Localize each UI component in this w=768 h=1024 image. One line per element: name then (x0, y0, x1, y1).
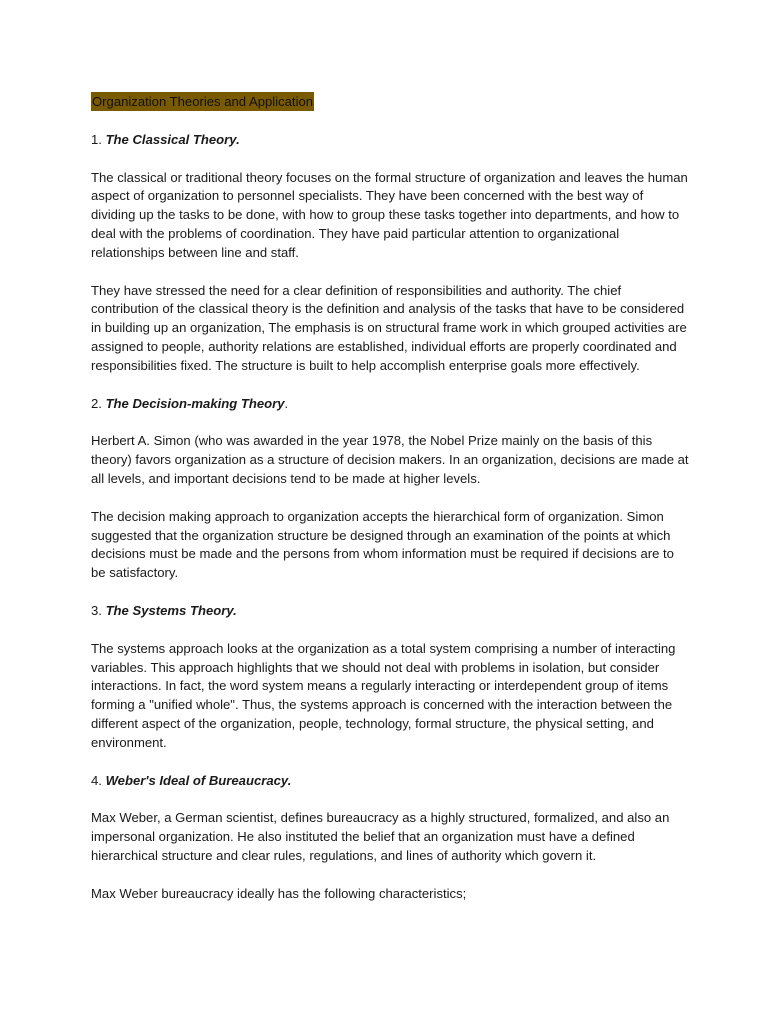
paragraph: The classical or traditional theory focuses on the formal structure of organization and leaves the human aspect of organization to personnel specialists. They have been concerned with the best way of dividing up the tasks to be done, with how to group these tasks together into departments, and how to deal with the problems of coordination. They have paid particular attention to organizational relationships between line and staff. (91, 169, 688, 260)
paragraph: Herbert A. Simon (who was awarded in the year 1978, the Nobel Prize mainly on the basis of this theory) favors organization as a structure of decision makers. In an organization, decisions are made at all levels, and important decisions tend to be made at higher levels. (91, 433, 689, 486)
section-number: 1. (91, 131, 106, 147)
section-heading (91, 131, 691, 150)
section-title: The Systems Theory. (105, 602, 237, 618)
section-heading (91, 395, 691, 414)
section-title-suffix: . (284, 395, 289, 411)
section-number: 3. (91, 602, 106, 618)
section-number: 2. (91, 395, 106, 411)
paragraph: The systems approach looks at the organization as a total system comprising a number of interacting variables. This approach highlights that we should not deal with problems in isolation, but consider interactions. In fact, the word system means a regularly interacting or interdependent group of items forming a "unified whole". Thus, the systems approach is concerned with the interaction between the different aspect of the organization, people, technology, formal structure, the physical setting, and environment. (91, 640, 676, 750)
paragraph: Max Weber, a German scientist, defines bureaucracy as a highly structured, formalized, and also an impersonal organization. He also instituted the belief that an organization must have a defined hierarchical structure and clear rules, regulations, and lines of authority which govern it. (91, 810, 670, 863)
section-heading (91, 602, 691, 621)
document-page (91, 92, 691, 904)
paragraph: They have stressed the need for a clear definition of responsibilities and authority. The chief contribution of the classical theory is the definition and analysis of the tasks that have to be considered in building up an organization, The emphasis is on structural frame work in which grouped activities are assigned to people, authority relations are established, individual efforts are properly coordinated and responsibilities fixed. The structure is built to help accomplish enterprise goals more effectively. (91, 282, 687, 373)
section-title: The Classical Theory. (105, 131, 240, 147)
section-heading (91, 772, 691, 791)
document-title: Organization Theories and Application (92, 94, 314, 109)
paragraph: The decision making approach to organization accepts the hierarchical form of organization. Simon suggested that the organization structure be designed through an examination of the points at which decisions must be made and the persons from whom information must be required if decisions are to be satisfactory. (91, 508, 674, 581)
section-title: The Decision-making Theory (105, 395, 285, 411)
paragraph: Max Weber bureaucracy ideally has the following characteristics; (91, 885, 467, 901)
section-classical-theory (91, 131, 691, 395)
section-decision-making-theory (91, 395, 691, 602)
section-title: Weber's Ideal of Bureaucracy. (105, 772, 292, 788)
section-weber-bureaucracy (91, 772, 691, 904)
section-number: 4. (91, 772, 106, 788)
section-systems-theory (91, 602, 691, 772)
